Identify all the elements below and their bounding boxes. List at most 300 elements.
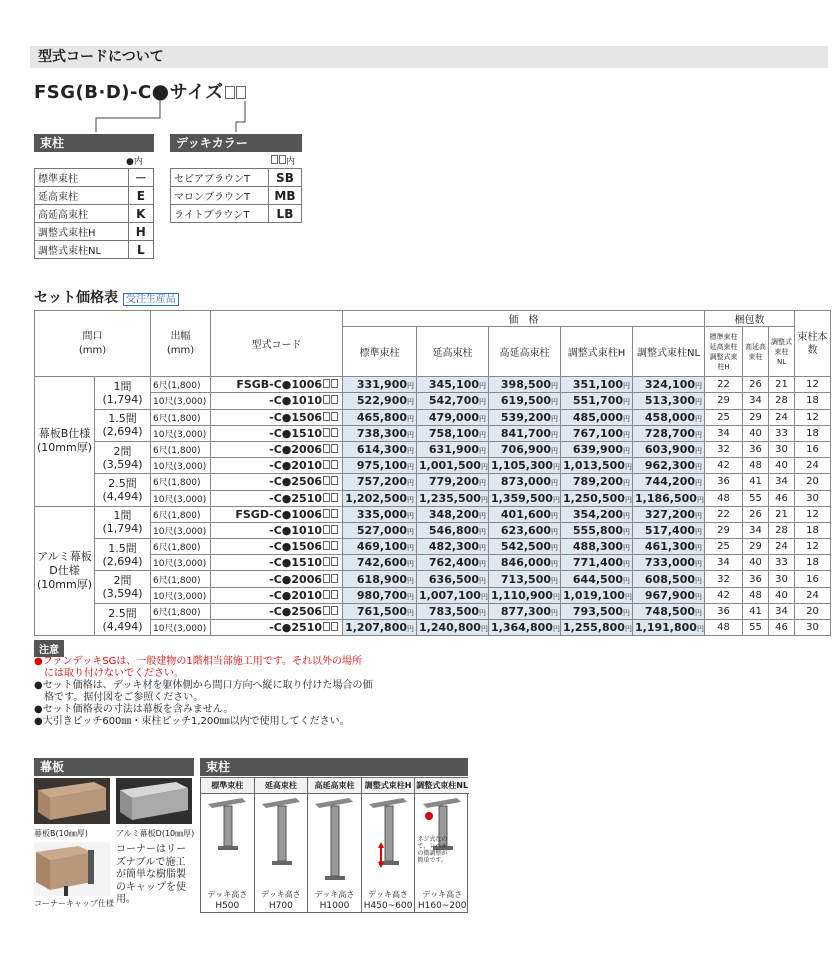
yen-unit: 円 <box>480 625 488 634</box>
post-count-cell: 18 <box>795 555 831 571</box>
col-adjust-nl: 調整式束柱NL <box>633 327 705 377</box>
price-cell <box>489 377 561 393</box>
size-box-icon <box>331 460 338 469</box>
span-ken: 1.5間 <box>108 541 137 555</box>
price-value: 631,900 <box>428 443 480 457</box>
pack-count-cell: 24 <box>769 409 795 425</box>
size-box-icon <box>323 428 330 437</box>
price-cell <box>489 555 561 571</box>
pack-count-cell: 29 <box>705 522 743 538</box>
yen-unit: 円 <box>407 463 415 472</box>
model-code-cell <box>211 409 343 425</box>
yen-unit: 円 <box>623 511 631 520</box>
fascia-d-image <box>116 778 192 824</box>
price-cell <box>417 522 489 538</box>
depth-header: 出幅 (mm) <box>151 311 211 377</box>
post-count-cell: 24 <box>795 458 831 474</box>
width-span-cell <box>95 506 151 538</box>
post-count-cell: 30 <box>795 490 831 506</box>
price-cell <box>343 620 417 636</box>
yen-unit: 円 <box>623 576 631 585</box>
post-code-table <box>34 168 154 259</box>
deck-height-label: デッキ高さ <box>314 890 355 899</box>
post-count-cell: 18 <box>795 393 831 409</box>
post-code-row <box>35 205 154 223</box>
size-box-icon <box>331 493 338 502</box>
price-cell <box>417 571 489 587</box>
price-cell <box>343 522 417 538</box>
model-code-header: 型式コード <box>211 311 343 377</box>
price-cell <box>489 458 561 474</box>
size-box-icon <box>331 395 338 404</box>
price-value: 975,100 <box>356 459 408 473</box>
price-cell <box>561 539 633 555</box>
post-type-name: 標準束柱 <box>201 778 254 794</box>
yen-unit: 円 <box>623 479 631 488</box>
model-code-cell <box>211 555 343 571</box>
model-code-text: -C●2010 <box>269 588 323 602</box>
price-cell <box>633 458 705 474</box>
pack-count-cell: 40 <box>769 458 795 474</box>
name-cell: 調整式束柱H <box>35 223 129 241</box>
model-code-text: -C●2006 <box>269 572 323 586</box>
size-box-icon <box>331 574 338 583</box>
yen-unit: 円 <box>552 625 560 634</box>
price-value: 354,200 <box>572 507 624 521</box>
price-row <box>35 587 831 603</box>
deck-color-table <box>170 168 302 223</box>
pack-count-cell: 30 <box>769 571 795 587</box>
size-box-icon <box>331 444 338 453</box>
yen-unit: 円 <box>479 447 487 456</box>
model-code-cell <box>211 603 343 619</box>
price-value: 348,200 <box>428 507 480 521</box>
yen-unit: 円 <box>479 576 487 585</box>
model-code-cell <box>211 458 343 474</box>
width-span-cell <box>95 409 151 441</box>
size-box-icon <box>331 509 338 518</box>
price-value: 542,500 <box>500 540 552 554</box>
span-ken: 2間 <box>113 574 132 588</box>
span-mm: (4,494) <box>102 490 143 503</box>
yen-unit: 円 <box>623 544 631 553</box>
size-box-icon <box>331 606 338 615</box>
pack-count-cell: 34 <box>705 555 743 571</box>
price-cell <box>417 555 489 571</box>
post-count-cell: 16 <box>795 441 831 457</box>
price-cell <box>633 409 705 425</box>
yen-unit: 円 <box>479 398 487 407</box>
pack-count-cell: 48 <box>705 490 743 506</box>
pack-count-cell: 42 <box>705 458 743 474</box>
pack-count-cell: 32 <box>705 571 743 587</box>
yen-unit: 円 <box>480 592 488 601</box>
price-value: 841,700 <box>500 426 552 440</box>
price-value: 324,100 <box>644 378 696 392</box>
col-standard: 標準束柱 <box>343 327 417 377</box>
col-high-extended: 高延高束柱 <box>489 327 561 377</box>
price-cell <box>417 603 489 619</box>
price-value: 877,300 <box>500 604 552 618</box>
pack-count-cell: 40 <box>743 425 769 441</box>
span-ken: 2.5間 <box>108 606 137 620</box>
nl-note: ネジ式なので、レベルの微調整が簡単です。 <box>417 836 448 864</box>
post-code-row <box>35 187 154 205</box>
model-code-cell <box>211 425 343 441</box>
set-price-table <box>34 310 831 636</box>
yen-unit: 円 <box>623 430 631 439</box>
price-cell <box>343 506 417 522</box>
col-extended: 延高束柱 <box>417 327 489 377</box>
price-cell <box>343 474 417 490</box>
price-value: 1,110,900 <box>491 588 553 602</box>
yen-unit: 円 <box>695 447 703 456</box>
post-count-cell: 18 <box>795 425 831 441</box>
price-cell <box>417 425 489 441</box>
price-value: 461,300 <box>644 540 696 554</box>
yen-unit: 円 <box>551 447 559 456</box>
pack-col-3: 調整式束柱NL <box>769 327 795 377</box>
size-box-icon <box>323 493 330 502</box>
depth-cell: 6尺(1,800) <box>151 474 211 490</box>
yen-unit: 円 <box>623 382 631 391</box>
price-cell <box>343 587 417 603</box>
yen-unit: 円 <box>551 382 559 391</box>
span-ken: 1間 <box>113 509 132 523</box>
price-value: 458,000 <box>644 410 696 424</box>
depth-cell: 10尺(3,000) <box>151 587 211 603</box>
depth-cell: 10尺(3,000) <box>151 555 211 571</box>
price-value: 469,100 <box>356 540 408 554</box>
yen-unit: 円 <box>407 398 415 407</box>
price-cell <box>489 474 561 490</box>
price-value: 479,000 <box>428 410 480 424</box>
model-code-text: -C●1506 <box>269 410 323 424</box>
yen-unit: 円 <box>551 430 559 439</box>
price-value: 351,100 <box>572 378 624 392</box>
yen-unit: 円 <box>480 463 488 472</box>
price-value: 527,000 <box>356 523 408 537</box>
size-box-icon <box>323 574 330 583</box>
price-cell <box>489 620 561 636</box>
price-cell <box>633 522 705 538</box>
model-code-cell <box>211 474 343 490</box>
yen-unit: 円 <box>479 479 487 488</box>
size-box-icon <box>323 444 330 453</box>
price-value: 1,255,800 <box>563 621 625 635</box>
price-value: 546,800 <box>428 523 480 537</box>
size-box-icon <box>331 525 338 534</box>
yen-unit: 円 <box>695 592 703 601</box>
yen-unit: 円 <box>623 398 631 407</box>
deck-height-label: デッキ高さ <box>422 890 463 899</box>
price-row <box>35 474 831 490</box>
price-cell <box>561 522 633 538</box>
yen-unit: 円 <box>552 463 560 472</box>
post-count-cell: 24 <box>795 587 831 603</box>
post-type-name: 高延高束柱 <box>308 778 361 794</box>
model-code-text: -C●2010 <box>269 459 323 473</box>
deck-color-note: 内 <box>270 154 295 167</box>
yen-unit: 円 <box>695 463 703 472</box>
yen-unit: 円 <box>552 592 560 601</box>
price-cell <box>417 620 489 636</box>
price-header: 価 格 <box>343 311 705 327</box>
price-value: 614,300 <box>356 443 408 457</box>
price-value: 482,300 <box>428 540 480 554</box>
price-cell <box>343 603 417 619</box>
span-mm: (4,494) <box>102 619 143 633</box>
price-cell <box>633 603 705 619</box>
price-cell <box>343 409 417 425</box>
fascia-header: 幕板 <box>34 758 194 776</box>
yen-unit: 円 <box>407 608 415 617</box>
price-value: 967,900 <box>644 588 696 602</box>
yen-unit: 円 <box>624 463 632 472</box>
model-code-cell <box>211 377 343 393</box>
span-ken: 1間 <box>113 379 132 393</box>
price-cell <box>489 490 561 506</box>
post-table-note: ●内 <box>126 157 143 167</box>
fascia-b-image <box>34 778 110 824</box>
price-value: 345,100 <box>428 378 480 392</box>
price-value: 608,500 <box>644 572 696 586</box>
code-cell: SB <box>268 169 301 187</box>
post-type-name: 調整式束柱NL <box>415 778 469 794</box>
size-box-icon <box>323 460 330 469</box>
span-mm: (1,794) <box>102 522 143 536</box>
size-box-icon <box>323 509 330 518</box>
price-value: 1,007,100 <box>419 588 481 602</box>
spec-group-cell: 幕板B仕様(10mm厚) <box>35 377 95 507</box>
model-code-text: FSGB-C●1006 <box>236 378 323 392</box>
span-ken: 1.5間 <box>108 412 137 426</box>
size-box-icon <box>331 476 338 485</box>
price-cell <box>633 620 705 636</box>
model-code-connectors <box>0 0 840 140</box>
price-value: 398,500 <box>500 378 552 392</box>
model-code-cell <box>211 490 343 506</box>
pack-count-cell: 25 <box>705 409 743 425</box>
price-cell <box>561 490 633 506</box>
pack-count-cell: 30 <box>769 441 795 457</box>
price-value: 744,200 <box>644 475 696 489</box>
width-header: 間口 (mm) <box>35 311 151 377</box>
yen-unit: 円 <box>624 495 632 504</box>
price-cell <box>489 539 561 555</box>
price-cell <box>489 603 561 619</box>
note-line: ●大引きピッチ600㎜・束柱ピッチ1,200㎜以内で使用してください。 <box>34 716 350 727</box>
size-box-icon <box>323 606 330 615</box>
pack-count-cell: 33 <box>769 555 795 571</box>
yen-unit: 円 <box>551 398 559 407</box>
model-code: FSG(B·D)-C●サイズ <box>34 78 246 104</box>
depth-cell: 6尺(1,800) <box>151 409 211 425</box>
model-code-cell <box>211 571 343 587</box>
price-value: 551,700 <box>572 394 624 408</box>
span-mm: (3,594) <box>102 587 143 601</box>
span-ken: 2間 <box>113 444 132 458</box>
set-price-title: セット価格表 受注生産品 <box>30 287 828 309</box>
pack-count-cell: 48 <box>743 458 769 474</box>
price-cell <box>417 539 489 555</box>
pack-count-cell: 22 <box>705 377 743 393</box>
model-code-cell <box>211 620 343 636</box>
code-cell: L <box>128 241 153 259</box>
price-cell <box>489 522 561 538</box>
size-box-icon <box>323 525 330 534</box>
pack-count-cell: 28 <box>769 393 795 409</box>
model-code-text: -C●1010 <box>269 394 323 408</box>
span-ken: 2.5間 <box>108 477 137 490</box>
name-cell: 標準束柱 <box>35 169 129 187</box>
price-row <box>35 571 831 587</box>
depth-cell: 6尺(1,800) <box>151 571 211 587</box>
size-box-icon <box>331 541 338 550</box>
posts-panel-header: 束柱 <box>200 758 468 776</box>
name-cell: 延高束柱 <box>35 187 129 205</box>
deck-height-value: H700 <box>268 901 293 911</box>
price-value: 465,800 <box>356 410 408 424</box>
price-value: 555,800 <box>572 523 624 537</box>
depth-cell: 6尺(1,800) <box>151 441 211 457</box>
yen-unit: 円 <box>551 576 559 585</box>
price-cell <box>343 539 417 555</box>
model-code-section-title: 型式コードについて <box>30 46 828 68</box>
code-cell: MB <box>268 187 301 205</box>
post-type-name: 調整式束柱H <box>362 778 415 794</box>
price-row <box>35 603 831 619</box>
depth-cell: 6尺(1,800) <box>151 506 211 522</box>
price-cell <box>343 571 417 587</box>
yen-unit: 円 <box>624 592 632 601</box>
price-value: 738,300 <box>356 426 408 440</box>
yen-unit: 円 <box>407 527 415 536</box>
yen-unit: 円 <box>695 479 703 488</box>
pack-count-cell: 29 <box>743 409 769 425</box>
size-box-icon <box>331 590 338 599</box>
yen-unit: 円 <box>479 430 487 439</box>
price-row <box>35 620 831 636</box>
price-value: 539,200 <box>500 410 552 424</box>
depth-cell: 10尺(3,000) <box>151 620 211 636</box>
price-cell <box>417 409 489 425</box>
deck-color-row <box>171 169 302 187</box>
price-cell <box>633 377 705 393</box>
price-value: 488,300 <box>572 540 624 554</box>
price-value: 728,700 <box>644 426 696 440</box>
yen-unit: 円 <box>479 382 487 391</box>
yen-unit: 円 <box>407 479 415 488</box>
price-cell <box>633 555 705 571</box>
pack-count-cell: 22 <box>705 506 743 522</box>
post-count-cell: 12 <box>795 377 831 393</box>
price-cell <box>489 393 561 409</box>
pack-count-cell: 46 <box>769 490 795 506</box>
price-value: 513,300 <box>644 394 696 408</box>
price-cell <box>633 539 705 555</box>
yen-unit: 円 <box>407 592 415 601</box>
yen-unit: 円 <box>407 576 415 585</box>
yen-unit: 円 <box>695 382 703 391</box>
price-value: 846,000 <box>500 556 552 570</box>
pack-count-cell: 48 <box>705 620 743 636</box>
size-box-icon <box>323 541 330 550</box>
pack-count-cell: 40 <box>743 555 769 571</box>
price-cell <box>633 425 705 441</box>
price-value: 401,600 <box>500 507 552 521</box>
price-value: 713,500 <box>500 572 552 586</box>
post-count-cell: 12 <box>795 409 831 425</box>
price-value: 331,900 <box>356 378 408 392</box>
size-box-icon <box>323 590 330 599</box>
post-type-name: 延高束柱 <box>255 778 308 794</box>
price-value: 793,500 <box>572 604 624 618</box>
size-box-icon <box>331 428 338 437</box>
deck-color-row <box>171 205 302 223</box>
yen-unit: 円 <box>696 625 704 634</box>
post-count-cell: 20 <box>795 474 831 490</box>
price-cell <box>561 571 633 587</box>
yen-unit: 円 <box>623 560 631 569</box>
span-mm: (2,694) <box>102 554 143 568</box>
size-box-icon <box>323 412 330 421</box>
price-cell <box>561 458 633 474</box>
price-value: 1,191,800 <box>635 621 697 635</box>
model-code-cell <box>211 587 343 603</box>
yen-unit: 円 <box>479 511 487 520</box>
price-cell <box>417 474 489 490</box>
pack-count-cell: 40 <box>769 587 795 603</box>
deck-height-value: H1000 <box>319 901 350 911</box>
size-box-icon <box>331 622 338 631</box>
pack-count-cell: 33 <box>769 425 795 441</box>
depth-cell: 10尺(3,000) <box>151 393 211 409</box>
yen-unit: 円 <box>551 414 559 423</box>
yen-unit: 円 <box>407 625 415 634</box>
deck-height-label: デッキ高さ <box>207 890 248 899</box>
name-cell: ライトブラウンT <box>171 205 269 223</box>
price-value: 1,001,500 <box>419 459 481 473</box>
pack-count-cell: 21 <box>769 506 795 522</box>
yen-unit: 円 <box>695 608 703 617</box>
yen-unit: 円 <box>407 447 415 456</box>
fascia-d-label: アルミ幕板D(10㎜厚) <box>116 829 195 838</box>
price-value: 706,900 <box>500 443 552 457</box>
model-code-text: -C●2510 <box>269 491 323 505</box>
model-code-cell <box>211 393 343 409</box>
price-value: 618,900 <box>356 572 408 586</box>
model-code-cell <box>211 539 343 555</box>
price-cell <box>561 393 633 409</box>
size-box-icon <box>331 379 338 388</box>
price-cell <box>489 587 561 603</box>
price-value: 644,500 <box>572 572 624 586</box>
post-type-cell <box>255 778 309 912</box>
price-row <box>35 522 831 538</box>
price-cell <box>417 393 489 409</box>
price-value: 748,500 <box>644 604 696 618</box>
price-cell <box>561 603 633 619</box>
yen-unit: 円 <box>407 382 415 391</box>
model-code-cell <box>211 506 343 522</box>
model-code-cell <box>211 522 343 538</box>
price-value: 767,100 <box>572 426 624 440</box>
price-value: 757,200 <box>356 475 408 489</box>
model-code-text: -C●2510 <box>269 621 323 635</box>
model-code-text: -C●2006 <box>269 443 323 457</box>
price-cell <box>343 458 417 474</box>
